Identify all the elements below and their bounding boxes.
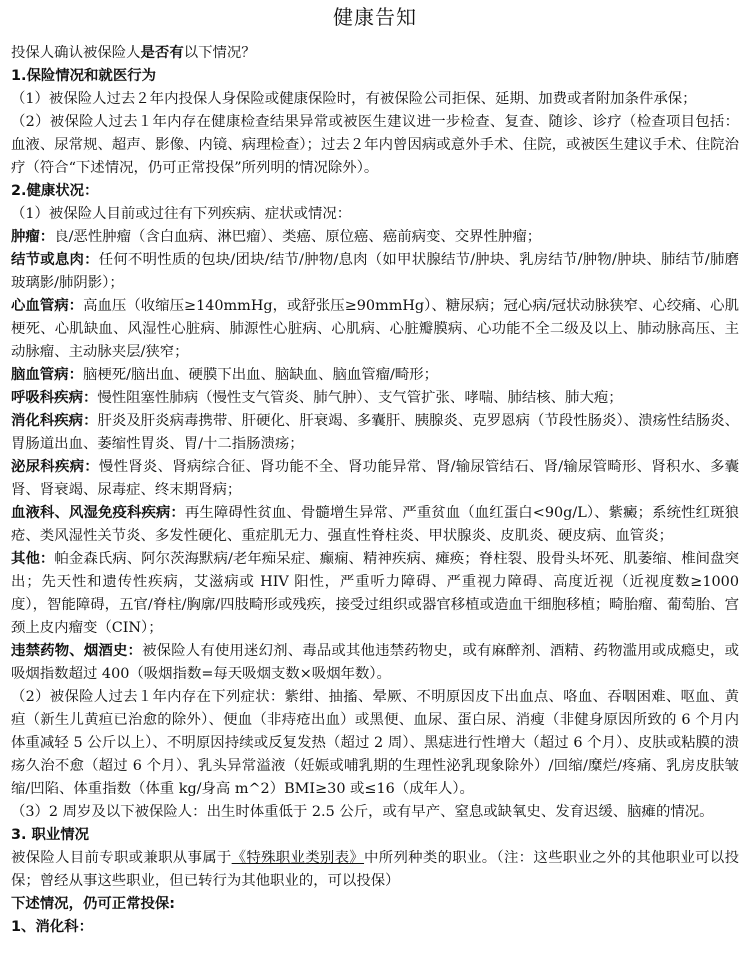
section-1-heading: 1.保险情况和就医行为 (11, 68, 156, 84)
disease-label: 泌尿科疾病： (11, 459, 99, 475)
section-2-item-3: （3）2 周岁及以下被保险人：出生时体重低于 2.5 公斤，或有早产、窒息或缺氧史、发育迟缓、脑瘫的情况。 (11, 804, 714, 820)
section-2-item-1: （1）被保险人目前或过往有下列疾病、症状或情况： (11, 206, 352, 222)
disease-item-hematology (11, 502, 739, 548)
disease-label: 血液科、风湿免疫科疾病： (11, 505, 185, 521)
disease-label: 违禁药物、烟酒史： (11, 643, 143, 659)
intro-emphasis: 是否有 (140, 45, 184, 61)
disease-text: 被保险人有使用迷幻剂、毒品或其他违禁药物史，或有麻醉剂、酒精、药物滥用或成瘾史，或吸烟指数超过 400（吸烟指数=每天吸烟支数×吸烟年数）。 (11, 643, 739, 682)
disease-label: 脑血管病： (11, 367, 83, 383)
disease-text: 慢性肾炎、肾病综合征、肾功能不全、肾功能异常、肾/输尿管结石、肾/输尿管畸形、肾积水、多囊肾、肾衰竭、尿毒症、终末期肾病； (11, 459, 739, 498)
section-3-text (11, 847, 739, 893)
disease-item-other (11, 548, 739, 640)
intro-question (11, 42, 739, 65)
section-1-item-2: （2）被保险人过去１年内存在健康检查结果异常或被医生建议进一步检查、复查、随诊、诊疗（检查项目包括：血液、尿常规、超声、影像、内镜、病理检查）；过去２年内曾因病或意外手术、住院，或被医生建议手术、住院治疗（符合“下述情况，仍可正常投保”所列明的情况除外）。 (11, 114, 739, 176)
section-2-heading: 2.健康状况： (11, 183, 99, 199)
disease-item-cardiovascular (11, 295, 739, 364)
section-4-heading: 下述情况，仍可正常投保: (11, 896, 176, 912)
special-occupation-link[interactable]: 《特殊职业类别表》 (231, 850, 365, 866)
disease-text: 再生障碍性贫血、骨髓增生异常、严重贫血（血红蛋白<90g/L）、紫癜；系统性红斑狼疮、类风湿性关节炎、多发性硬化、重症肌无力、强直性脊柱炎、甲状腺炎、皮肌炎、硬皮病、血管炎； (11, 505, 739, 544)
section-1-item-1: （1）被保险人过去２年内投保人身保险或健康保险时，有被保险公司拒保、延期、加费或者附加条件承保； (11, 91, 697, 107)
disease-text: 任何不明性质的包块/团块/结节/肿物/息肉（如甲状腺结节/肿块、乳房结节/肿物/肿块、肺结节/肺磨玻璃影/肺阴影）； (11, 252, 739, 291)
disease-label: 其他： (11, 551, 55, 567)
disease-item-substance (11, 640, 739, 686)
section-2-item-2: （2）被保险人过去１年内存在下列症状：紫绀、抽搐、晕厥、不明原因皮下出血点、咯血、吞咽困难、呕血、黄疸（新生儿黄疸已治愈的除外）、便血（非痔疮出血）或黑便、血尿、蛋白尿、消瘦（非健身原因所致的 6 个月内体重减轻 5 公斤以上）、不明原因持续或反复发热（超过 2 周）、黑痣进行性增大（超过 6 个月）、皮肤或粘膜的溃疡久治不愈（超过 6 个月）、乳头异常溢液（妊娠或哺乳期的生理性泌乳现象除外）/回缩/糜烂/疼痛、乳房皮肤皱缩/凹陷、体重指数（体重 kg/身高 m^2）BMI≥30 或≤16（成年人）。 (11, 689, 739, 797)
disease-text: 慢性阻塞性肺病（慢性支气管炎、肺气肿）、支气管扩张、哮喘、肺结核、肺大疱； (97, 390, 623, 406)
disease-item-respiratory (11, 387, 739, 410)
occupation-text-after: 中所列种类的职业。（注：这些职业之外的其他职业可以投保；曾经从事这些职业，但已转行为其他职业的，可以投保） (11, 850, 739, 889)
disease-label: 心血管病： (11, 298, 84, 314)
disease-item-urology (11, 456, 739, 502)
disease-item-cerebrovascular (11, 364, 739, 387)
disease-text: 帕金森氏病、阿尔茨海默病/老年痴呆症、癫痫、精神疾病、瘫痪；脊柱裂、股骨头坏死、肌萎缩、椎间盘突出；先天性和遗传性疾病，艾滋病或 HIV 阳性，严重听力障碍、严重视力障碍、高度近视（近视度数≥1000 度），智能障碍，五官/脊柱/胸廓/四肢畸形或残疾，接受过组织或器官移植或造血干细胞移植；畸胎瘤、葡萄胎、宫颈上皮内瘤变（CIN）； (11, 551, 739, 636)
disease-item-digestive (11, 410, 739, 456)
disease-label: 消化科疾病： (11, 413, 98, 429)
disease-item-nodule (11, 249, 739, 295)
section-4-subheading: 1、消化科： (11, 919, 93, 935)
disease-label: 呼吸科疾病： (11, 390, 98, 406)
intro-suffix: 以下情况？ (183, 45, 256, 61)
disease-text: 高血压（收缩压≥140mmHg，或舒张压≥90mmHg）、糖尿病；冠心病/冠状动脉狭窄、心绞痛、心肌梗死、心肌缺血、风湿性心脏病、肺源性心脏病、心肌病、心脏瓣膜病、心功能不全二级及以上、肺动脉高压、主动脉瘤、主动脉夹层/狭窄； (11, 298, 739, 360)
disease-item-tumor (11, 226, 739, 249)
intro-prefix: 投保人确认被保险人 (11, 45, 141, 61)
disease-label: 肿瘤： (11, 229, 55, 245)
disease-text: 脑梗死/脑出血、硬膜下出血、脑缺血、脑血管瘤/畸形； (82, 367, 439, 383)
disease-text: 良/恶性肿瘤（含白血病、淋巴瘤）、类癌、原位癌、癌前病变、交界性肿瘤； (54, 229, 542, 245)
disease-label: 结节或息肉： (11, 252, 99, 268)
document-title: 健康告知 (333, 5, 417, 29)
occupation-text-before: 被保险人目前专职或兼职从事属于 (11, 850, 232, 866)
disease-text: 肝炎及肝炎病毒携带、肝硬化、肝衰竭、多囊肝、胰腺炎、克罗恩病（节段性肠炎）、溃疡性结肠炎、胃肠道出血、萎缩性胃炎、胃/十二指肠溃疡； (11, 413, 739, 452)
section-3-heading: 3. 职业情况 (11, 827, 90, 843)
